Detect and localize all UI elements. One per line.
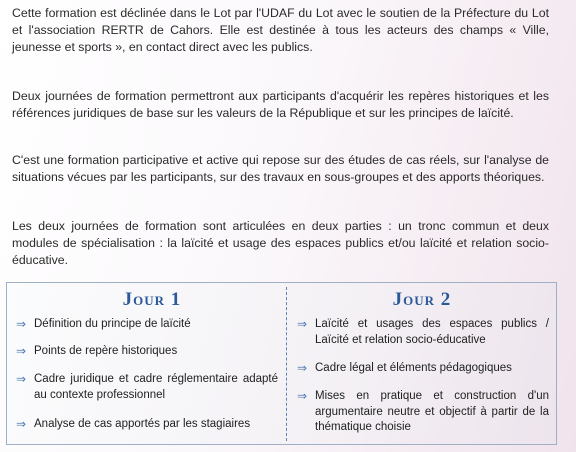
list-item-text: Cadre juridique et cadre réglementaire adapté au contexte professionnel xyxy=(34,373,278,401)
right-double-arrow-icon: ⇒ xyxy=(16,344,27,358)
list-item-text: Points de repère historiques xyxy=(34,345,178,357)
list-item-text: Définition du principe de laïcité xyxy=(34,318,191,330)
objectives-paragraph: Deux journées de formation permettront aux participants d'acquérir les repères historiques et les références juridiques de base sur les valeurs de la République et sur les principes de laïcité. xyxy=(12,89,549,121)
list-item-text: Mises en pratique et construction d'un argumentaire neutre et objectif à partir de la thématique choisie xyxy=(315,390,549,433)
list-item xyxy=(16,317,278,333)
right-double-arrow-icon: ⇒ xyxy=(297,317,308,331)
intro-paragraph: Cette formation est déclinée dans le Lot par l'UDAF du Lot avec le soutien de la Préfecture du Lot et l'association RERTR de Cahors. Elle est destinée à tous les acteurs des champs « Ville, jeunesse et sports », en contact direct avec les publics. xyxy=(12,6,549,55)
list-item xyxy=(16,344,278,360)
list-item-text: Laïcité et usages des espaces publics / Laïcité et relation socio-éducative xyxy=(315,318,549,346)
program-table xyxy=(6,282,557,445)
day1-title: Jour 1 xyxy=(122,289,182,310)
method-paragraph: C'est une formation participative et active qui repose sur des études de cas réels, sur l'analyse de situations vécues par les participants, sur des travaux en sous-groupes et des apports théoriques. xyxy=(12,153,549,185)
right-double-arrow-icon: ⇒ xyxy=(16,372,27,386)
column-divider xyxy=(286,287,287,441)
right-double-arrow-icon: ⇒ xyxy=(297,361,308,375)
list-item-text: Cadre légal et éléments pédagogiques xyxy=(315,362,512,374)
right-double-arrow-icon: ⇒ xyxy=(297,389,308,403)
list-item xyxy=(297,361,549,377)
list-item xyxy=(16,417,278,433)
right-double-arrow-icon: ⇒ xyxy=(16,317,27,331)
list-item xyxy=(297,317,549,348)
day2-title: Jour 2 xyxy=(392,289,452,310)
right-double-arrow-icon: ⇒ xyxy=(16,417,27,431)
list-item xyxy=(297,389,549,436)
list-item-text: Analyse de cas apportés par les stagiaires xyxy=(34,418,251,430)
list-item xyxy=(16,372,278,403)
structure-paragraph: Les deux journées de formation sont articulées en deux parties : un tronc commun et deux modules de spécialisation : la laïcité et usage des espaces publics et/ou laïcité et relation socio-éducative. xyxy=(12,219,549,268)
